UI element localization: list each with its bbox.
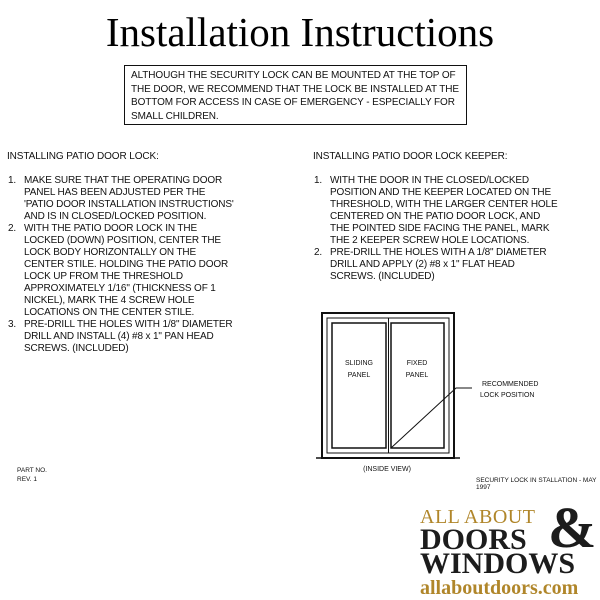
lock-steps-list — [8, 175, 298, 355]
logo-windows: WINDOWS — [420, 547, 576, 580]
step-line: PRE-DRILL THE HOLES WITH A 1/8" DIAMETER — [330, 247, 547, 258]
keeper-step-2 — [314, 247, 600, 283]
step-line: PANEL HAS BEEN ADJUSTED PER THE — [24, 187, 206, 198]
inside-view-label: (INSIDE VIEW) — [363, 466, 411, 473]
step-line: AND IS IN CLOSED/LOCKED POSITION. — [24, 211, 207, 222]
company-logo — [412, 495, 600, 600]
step-line: DRILL AND INSTALL (4) #8 x 1" PAN HEAD — [24, 331, 214, 342]
logo-all-about: ALL ABOUT — [420, 506, 536, 528]
warning-text: ALTHOUGH THE SECURITY LOCK CAN BE MOUNTED AT THE TOP OF THE DOOR, WE RECOMMEND THAT THE LOCK BE INSTALLED AT THE BOTTOM FOR ACCESS IN CASE OF EMERGENCY - ESPECIALLY FOR SMALL CHILDREN. — [131, 70, 459, 122]
step-line: LOCK UP FROM THE THRESHOLD — [24, 271, 183, 282]
keeper-step-1 — [314, 175, 600, 247]
step-line: APPROXIMATELY 1/16" (THICKNESS OF 1 — [24, 283, 216, 294]
step-number: 2. — [8, 223, 17, 234]
lock-step-1 — [8, 175, 298, 223]
step-line: MAKE SURE THAT THE OPERATING DOOR — [24, 175, 223, 186]
step-line: POSITION AND THE KEEPER LOCATED ON THE — [330, 187, 552, 198]
callout-leader-line — [391, 388, 472, 448]
step-number: 1. — [314, 175, 323, 186]
keeper-section-heading: INSTALLING PATIO DOOR LOCK KEEPER: — [313, 151, 508, 162]
step-line: LOCATIONS ON THE CENTER STILE. — [24, 307, 195, 318]
warning-box — [124, 65, 467, 125]
logo-doors: DOORS — [420, 523, 527, 556]
step-line: SCREWS. (INCLUDED) — [330, 271, 435, 282]
keeper-steps-list — [314, 175, 600, 283]
step-line: WITH THE PATIO DOOR LOCK IN THE — [24, 223, 197, 234]
step-number: 3. — [8, 319, 17, 330]
step-line: CENTERED ON THE PATIO DOOR LOCK, AND — [330, 211, 541, 222]
fixed-panel-outline — [391, 323, 444, 448]
step-line: THE POINTED SIDE FACING THE PANEL, MARK — [330, 223, 550, 234]
step-line: 'PATIO DOOR INSTALLATION INSTRUCTIONS' — [24, 199, 234, 210]
lock-section-heading: INSTALLING PATIO DOOR LOCK: — [7, 151, 159, 162]
step-line: SCREWS. (INCLUDED) — [24, 343, 129, 354]
callout-label-2: LOCK POSITION — [480, 392, 535, 399]
sliding-label-1: SLIDING — [344, 360, 374, 367]
logo-ampersand: & — [548, 495, 597, 560]
step-line: WITH THE DOOR IN THE CLOSED/LOCKED — [330, 175, 530, 186]
callout-label-1: RECOMMENDED — [482, 381, 539, 388]
step-number: 1. — [8, 175, 17, 186]
step-line: PRE-DRILL THE HOLES WITH 1/8" DIAMETER — [24, 319, 233, 330]
page-title: Installation Instructions — [105, 9, 495, 55]
step-line: THRESHOLD, WITH THE LARGER CENTER HOLE — [330, 199, 558, 210]
part-no-label: PART NO. — [17, 467, 47, 474]
logo-url: allaboutdoors.com — [420, 577, 579, 599]
fixed-label-2: PANEL — [405, 372, 429, 379]
step-line: THE 2 KEEPER SCREW HOLE LOCATIONS. — [330, 235, 530, 246]
door-diagram — [310, 300, 600, 480]
step-line: NICKEL), MARK THE 4 SCREW HOLE — [24, 295, 195, 306]
lock-step-2 — [8, 223, 298, 319]
step-line: CENTER STILE. HOLDING THE PATIO DOOR — [24, 259, 229, 270]
sliding-panel-outline — [332, 323, 386, 448]
step-line: DRILL AND APPLY (2) #8 x 1" FLAT HEAD — [330, 259, 515, 270]
document-id: SECURITY LOCK IN STALLATION - MAY 1997 — [476, 477, 597, 491]
rev-label: REV. 1 — [17, 476, 37, 483]
lock-step-3 — [8, 319, 298, 355]
fixed-label-1: FIXED — [406, 360, 428, 367]
sliding-label-2: PANEL — [347, 372, 371, 379]
step-number: 2. — [314, 247, 323, 258]
step-line: LOCKED (DOWN) POSITION, CENTER THE — [24, 235, 221, 246]
step-line: LOCK BODY HORIZONTALLY ON THE — [24, 247, 196, 258]
